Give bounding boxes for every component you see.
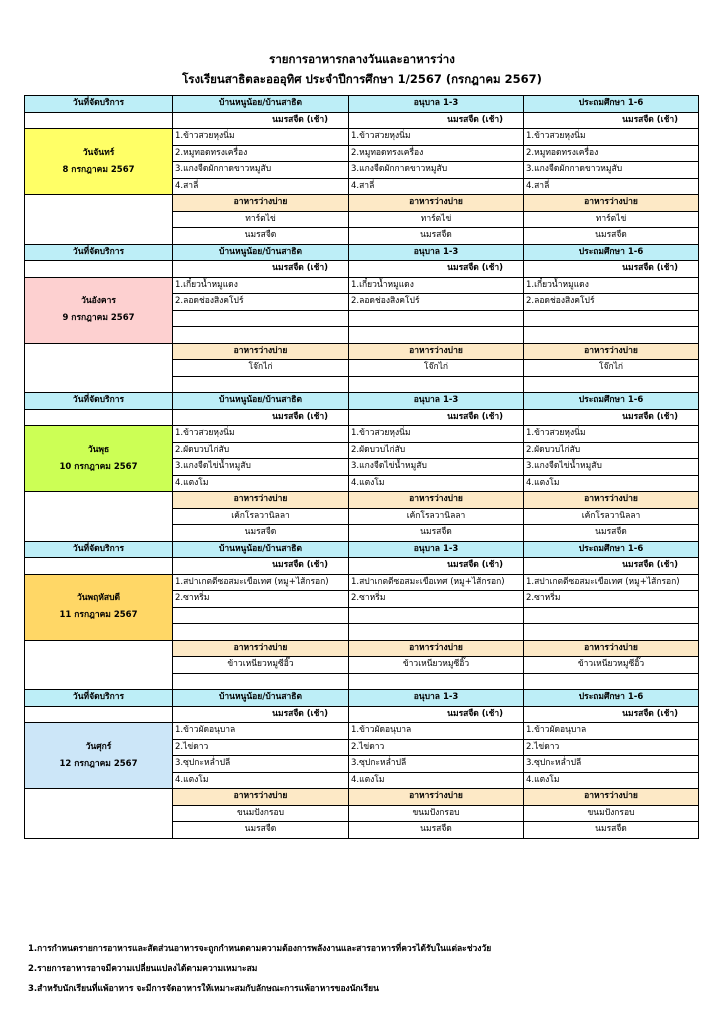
snack-label: อาหารว่างบ่าย <box>349 640 524 657</box>
day-date: 8 กรกฎาคม 2567 <box>62 164 135 175</box>
snack-label: อาหารว่างบ่าย <box>349 789 524 806</box>
blank-cell <box>25 195 173 245</box>
morning-milk-label: นมรสจืด (เช้า) <box>173 261 349 278</box>
day-date: 9 กรกฎาคม 2567 <box>62 313 135 323</box>
lunch-item: 2.ลอดช่องสิงคโปร์ <box>349 294 524 311</box>
morning-milk-label: นมรสจืด (เช้า) <box>173 409 349 426</box>
lunch-item: 1.ข้าวผัดอนุบาล <box>349 723 524 740</box>
lunch-row <box>25 574 699 591</box>
snack-item <box>524 673 699 690</box>
lunch-item: 2.ลอดช่องสิงคโปร์ <box>173 294 349 311</box>
morning-milk-label: นมรสจืด (เช้า) <box>524 261 699 278</box>
day-cell <box>25 574 173 640</box>
blank-cell <box>25 492 173 542</box>
lunch-item: 2.ซาหริ่ม <box>349 591 524 608</box>
lunch-item: 1.เกี๋ยวน้ำหมูแดง <box>173 277 349 294</box>
lunch-item <box>349 624 524 641</box>
blank-cell <box>25 112 173 129</box>
header-row <box>25 393 699 410</box>
day-cell <box>25 129 173 195</box>
lunch-item <box>349 607 524 624</box>
notes <box>28 939 491 999</box>
snack-item <box>173 673 349 690</box>
snack-label: อาหารว่างบ่าย <box>524 640 699 657</box>
note: 2.รายการอาหารอาจมีความเปลี่ยนแปลงได้ตามความเหมาะสม <box>28 964 258 974</box>
blank-cell <box>25 409 173 426</box>
snack-label: อาหารว่างบ่าย <box>173 640 349 657</box>
morning-milk-label: นมรสจืด (เช้า) <box>173 112 349 129</box>
lunch-item: 1.ข้าวผัดอนุบาล <box>524 723 699 740</box>
snack-item: นมรสจืด <box>173 822 349 839</box>
lunch-item: 2.ผัดบวบไก่สับ <box>173 442 349 459</box>
blank-cell <box>25 558 173 575</box>
day-date: 10 กรกฎาคม 2567 <box>59 461 138 472</box>
snack-item: ขนมปังกรอบ <box>524 805 699 822</box>
snack-label: อาหารว่างบ่าย <box>524 343 699 360</box>
page-subtitle: โรงเรียนสาธิตละอออุทิศ ประจำปีการศึกษา 1/2567 (กรกฎาคม 2567) <box>182 72 542 86</box>
lunch-row <box>25 723 699 740</box>
lunch-row <box>25 277 699 294</box>
day-name: วันอังคาร <box>81 296 116 306</box>
morning-row <box>25 706 699 723</box>
lunch-item <box>173 310 349 327</box>
snack-item <box>173 376 349 393</box>
lunch-item: 2.หมูทอดทรงเครื่อง <box>173 145 349 162</box>
snack-label: อาหารว่างบ่าย <box>173 195 349 212</box>
lunch-row <box>25 129 699 146</box>
lunch-item: 1.สปาเกตตีซอสมะเขือเทศ (หมู+ไส้กรอก) <box>524 574 699 591</box>
header-cell: อนุบาล 1-3 <box>349 393 524 410</box>
snack-item: นมรสจืด <box>349 228 524 245</box>
snack-item: ขนมปังกรอบ <box>173 805 349 822</box>
snack-header-row <box>25 640 699 657</box>
morning-milk-label: นมรสจืด (เช้า) <box>349 261 524 278</box>
lunch-item: 2.ลอดช่องสิงคโปร์ <box>524 294 699 311</box>
lunch-item: 4.แตงโม <box>524 475 699 492</box>
lunch-item: 2.ไข่ดาว <box>173 739 349 756</box>
lunch-item: 4.สาลี่ <box>173 178 349 195</box>
snack-label: อาหารว่างบ่าย <box>173 789 349 806</box>
morning-milk-label: นมรสจืด (เช้า) <box>173 558 349 575</box>
snack-label: อาหารว่างบ่าย <box>524 195 699 212</box>
lunch-item: 4.แตงโม <box>173 772 349 789</box>
lunch-item <box>524 624 699 641</box>
lunch-item <box>524 310 699 327</box>
lunch-item: 1.สปาเกตตีซอสมะเขือเทศ (หมู+ไส้กรอก) <box>349 574 524 591</box>
menu-table <box>24 95 699 839</box>
blank-cell <box>25 789 173 839</box>
snack-item: ข้าวเหนียวหมูซีอิ๊ว <box>173 657 349 674</box>
lunch-item: 1.ข้าวสวยหุงนิ่ม <box>524 426 699 443</box>
morning-milk-label: นมรสจืด (เช้า) <box>349 409 524 426</box>
snack-item: โจ๊กไก่ <box>524 360 699 377</box>
snack-header-row <box>25 195 699 212</box>
snack-label: อาหารว่างบ่าย <box>349 195 524 212</box>
snack-label: อาหารว่างบ่าย <box>524 492 699 509</box>
snack-label: อาหารว่างบ่าย <box>349 343 524 360</box>
day-cell <box>25 426 173 492</box>
snack-item <box>349 376 524 393</box>
lunch-item: 2.ซาหริ่ม <box>173 591 349 608</box>
header-row <box>25 690 699 707</box>
header-cell: ประถมศึกษา 1-6 <box>524 393 699 410</box>
lunch-item: 1.ข้าวสวยหุงนิ่ม <box>349 129 524 146</box>
header-row <box>25 244 699 261</box>
snack-item <box>524 376 699 393</box>
morning-row <box>25 112 699 129</box>
lunch-item: 3.แกงจืดไข่น้ำหมูสับ <box>349 459 524 476</box>
page-title: รายการอาหารกลางวันและอาหารว่าง <box>269 52 455 66</box>
header-cell: บ้านหนูน้อย/บ้านสาธิต <box>173 541 349 558</box>
morning-milk-label: นมรสจืด (เช้า) <box>524 558 699 575</box>
snack-item: ขนมปังกรอบ <box>349 805 524 822</box>
blank-cell <box>25 706 173 723</box>
lunch-item: 1.ข้าวสวยหุงนิ่ม <box>349 426 524 443</box>
lunch-row <box>25 426 699 443</box>
header-cell: อนุบาล 1-3 <box>349 244 524 261</box>
lunch-item: 4.แตงโม <box>173 475 349 492</box>
snack-item: นมรสจืด <box>173 525 349 542</box>
snack-header-row <box>25 789 699 806</box>
snack-item: นมรสจืด <box>349 822 524 839</box>
day-name: วันศุกร์ <box>85 741 112 752</box>
snack-item: เค้กโรลวานิลลา <box>349 508 524 525</box>
morning-milk-label: นมรสจืด (เช้า) <box>173 706 349 723</box>
day-date: 11 กรกฎาคม 2567 <box>59 610 138 620</box>
lunch-item: 1.ข้าวสวยหุงนิ่ม <box>524 129 699 146</box>
header-cell: อนุบาล 1-3 <box>349 96 524 113</box>
lunch-item: 3.แกงจืดผักกาดขาวหมูสับ <box>349 162 524 179</box>
lunch-item <box>173 327 349 344</box>
header-row <box>25 96 699 113</box>
morning-milk-label: นมรสจืด (เช้า) <box>349 112 524 129</box>
snack-header-row <box>25 343 699 360</box>
blank-cell <box>25 261 173 278</box>
morning-row <box>25 409 699 426</box>
snack-item <box>349 673 524 690</box>
snack-item: ทาร์ตไข่ <box>349 211 524 228</box>
lunch-item: 1.ข้าวผัดอนุบาล <box>173 723 349 740</box>
snack-item: นมรสจืด <box>173 228 349 245</box>
day-cell <box>25 723 173 789</box>
lunch-item: 4.แตงโม <box>349 475 524 492</box>
lunch-item <box>524 607 699 624</box>
lunch-item: 3.ซุปกะหล่ำปลี <box>173 756 349 773</box>
morning-milk-label: นมรสจืด (เช้า) <box>524 112 699 129</box>
morning-row <box>25 558 699 575</box>
lunch-item: 1.สปาเกตตีซอสมะเขือเทศ (หมู+ไส้กรอก) <box>173 574 349 591</box>
header-cell: ประถมศึกษา 1-6 <box>524 96 699 113</box>
lunch-item: 2.ผัดบวบไก่สับ <box>524 442 699 459</box>
lunch-item: 1.เกี๋ยวน้ำหมูแดง <box>524 277 699 294</box>
snack-item: โจ๊กไก่ <box>173 360 349 377</box>
header-cell: บ้านหนูน้อย/บ้านสาธิต <box>173 690 349 707</box>
lunch-item: 2.ผัดบวบไก่สับ <box>349 442 524 459</box>
snack-item: โจ๊กไก่ <box>349 360 524 377</box>
blank-cell <box>25 343 173 393</box>
morning-milk-label: นมรสจืด (เช้า) <box>349 706 524 723</box>
header-cell: วันที่จัดบริการ <box>25 96 173 113</box>
lunch-item: 3.แกงจืดผักกาดขาวหมูสับ <box>173 162 349 179</box>
lunch-item: 4.แตงโม <box>524 772 699 789</box>
header-cell: วันที่จัดบริการ <box>25 393 173 410</box>
header-cell: วันที่จัดบริการ <box>25 244 173 261</box>
lunch-item: 4.แตงโม <box>349 772 524 789</box>
morning-milk-label: นมรสจืด (เช้า) <box>524 409 699 426</box>
snack-item: นมรสจืด <box>524 228 699 245</box>
lunch-item: 3.แกงจืดไข่น้ำหมูสับ <box>173 459 349 476</box>
lunch-item: 1.ข้าวสวยหุงนิ่ม <box>173 129 349 146</box>
header-cell: ประถมศึกษา 1-6 <box>524 690 699 707</box>
snack-label: อาหารว่างบ่าย <box>349 492 524 509</box>
day-date: 12 กรกฎาคม 2567 <box>59 758 138 769</box>
snack-item: เค้กโรลวานิลลา <box>173 508 349 525</box>
day-name: วันจันทร์ <box>82 147 115 158</box>
lunch-item <box>349 327 524 344</box>
header-cell: ประถมศึกษา 1-6 <box>524 541 699 558</box>
lunch-item <box>524 327 699 344</box>
snack-item: นมรสจืด <box>349 525 524 542</box>
header-cell: อนุบาล 1-3 <box>349 541 524 558</box>
lunch-item: 2.หมูทอดทรงเครื่อง <box>349 145 524 162</box>
lunch-item: 3.ซุปกะหล่ำปลี <box>349 756 524 773</box>
snack-header-row <box>25 492 699 509</box>
lunch-item: 2.หมูทอดทรงเครื่อง <box>524 145 699 162</box>
lunch-item: 4.สาลี่ <box>524 178 699 195</box>
day-name: วันพฤหัสบดี <box>76 593 121 603</box>
header-cell: บ้านหนูน้อย/บ้านสาธิต <box>173 96 349 113</box>
lunch-item: 4.สาลี่ <box>349 178 524 195</box>
snack-label: อาหารว่างบ่าย <box>173 492 349 509</box>
snack-item: นมรสจืด <box>524 822 699 839</box>
lunch-item <box>349 310 524 327</box>
snack-item: ทาร์ตไข่ <box>524 211 699 228</box>
snack-item: นมรสจืด <box>524 525 699 542</box>
header-row <box>25 541 699 558</box>
note: 3.สำหรับนักเรียนที่แพ้อาหาร จะมีการจัดอาหารให้เหมาะสมกับลักษณะการแพ้อาหารของนักเรียน <box>28 984 379 994</box>
lunch-item: 1.เกี๋ยวน้ำหมูแดง <box>349 277 524 294</box>
blank-cell <box>25 640 173 690</box>
lunch-item: 2.ไข่ดาว <box>349 739 524 756</box>
morning-milk-label: นมรสจืด (เช้า) <box>524 706 699 723</box>
header-cell: บ้านหนูน้อย/บ้านสาธิต <box>173 393 349 410</box>
header-cell: วันที่จัดบริการ <box>25 541 173 558</box>
lunch-item: 2.ซาหริ่ม <box>524 591 699 608</box>
snack-label: อาหารว่างบ่าย <box>524 789 699 806</box>
lunch-item <box>173 607 349 624</box>
morning-milk-label: นมรสจืด (เช้า) <box>349 558 524 575</box>
snack-item: เค้กโรลวานิลลา <box>524 508 699 525</box>
header-cell: วันที่จัดบริการ <box>25 690 173 707</box>
lunch-item: 1.ข้าวสวยหุงนิ่ม <box>173 426 349 443</box>
snack-item: ข้าวเหนียวหมูซีอิ๊ว <box>524 657 699 674</box>
lunch-item <box>173 624 349 641</box>
header-cell: อนุบาล 1-3 <box>349 690 524 707</box>
header-cell: ประถมศึกษา 1-6 <box>524 244 699 261</box>
snack-item: ข้าวเหนียวหมูซีอิ๊ว <box>349 657 524 674</box>
note: 1.การกำหนดรายการอาหารและสัดส่วนอาหารจะถูกกำหนดตามความต้องการพลังงานและสารอาหารที่ควรได้รับในแต่ละช่วงวัย <box>28 944 492 954</box>
lunch-item: 2.ไข่ดาว <box>524 739 699 756</box>
lunch-item: 3.แกงจืดไข่น้ำหมูสับ <box>524 459 699 476</box>
morning-row <box>25 261 699 278</box>
lunch-item: 3.แกงจืดผักกาดขาวหมูสับ <box>524 162 699 179</box>
day-cell <box>25 277 173 343</box>
day-name: วันพุธ <box>87 444 110 455</box>
lunch-item: 3.ซุปกะหล่ำปลี <box>524 756 699 773</box>
snack-item: ทาร์ตไข่ <box>173 211 349 228</box>
snack-label: อาหารว่างบ่าย <box>173 343 349 360</box>
header-cell: บ้านหนูน้อย/บ้านสาธิต <box>173 244 349 261</box>
